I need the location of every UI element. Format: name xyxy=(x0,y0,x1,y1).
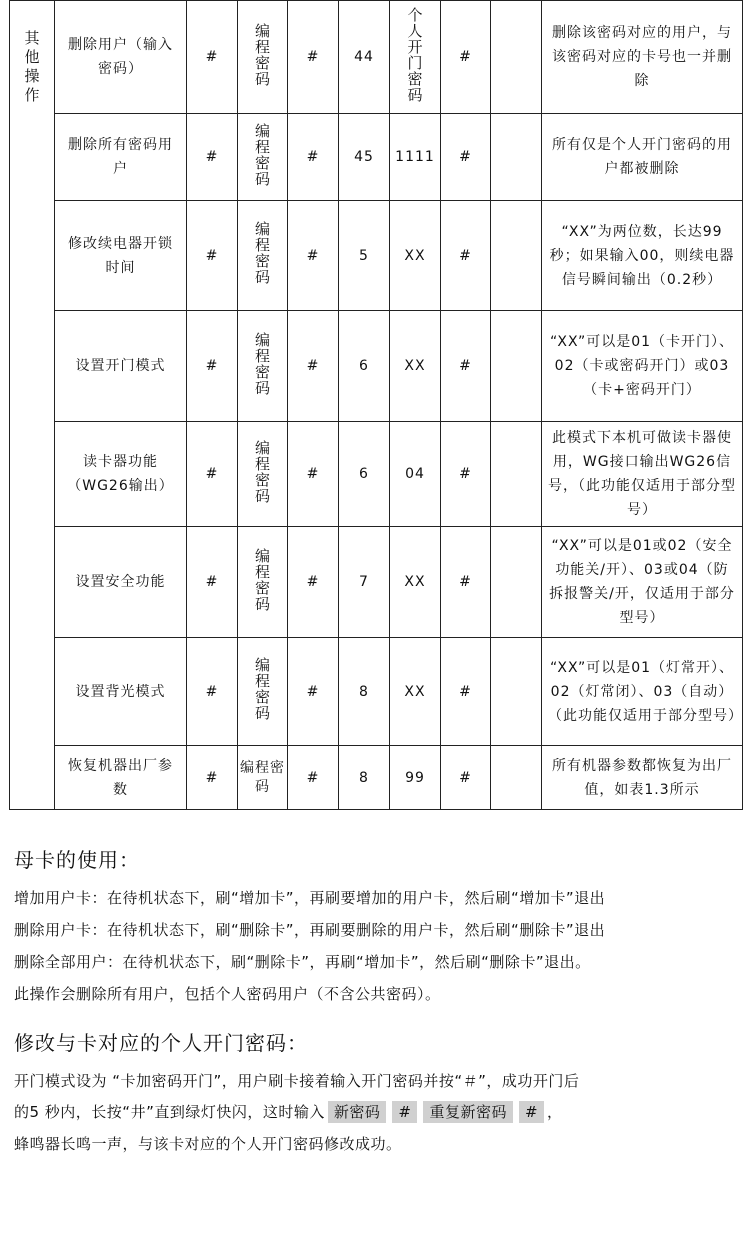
cell-hash: # xyxy=(187,527,238,638)
cell-hash: # xyxy=(441,527,491,638)
table-row xyxy=(10,746,743,810)
cell-hash: # xyxy=(288,746,339,810)
modify-pin-title: 修改与卡对应的个人开门密码： xyxy=(14,1031,308,1055)
cell-hash: # xyxy=(187,201,238,311)
cell-command-code: 8 xyxy=(339,638,390,746)
cell-command-code: 8 xyxy=(339,746,390,810)
modify-pin-line xyxy=(14,1096,744,1128)
cell-empty xyxy=(491,527,542,638)
cell-command-code: 44 xyxy=(339,1,390,114)
cell-parameter: 1111 xyxy=(390,114,441,201)
modify-pin-line: 开门模式设为 “卡加密码开门”，用户刷卡接着输入开门密码并按“＃”，成功开门后 xyxy=(14,1072,580,1090)
cell-command-code: 45 xyxy=(339,114,390,201)
cell-empty xyxy=(491,311,542,422)
table-row xyxy=(10,527,743,638)
cell-hash: # xyxy=(187,638,238,746)
cell-hash: # xyxy=(187,114,238,201)
key-new-password: 新密码 xyxy=(328,1101,387,1123)
cell-hash: # xyxy=(288,1,339,114)
operation-description: 所有仅是个人开门密码的用户都被删除 xyxy=(542,114,743,201)
cell-command-code: 6 xyxy=(339,422,390,527)
cell-hash: # xyxy=(441,311,491,422)
cell-parameter: 个人开门密码 xyxy=(390,1,441,114)
cell-hash: # xyxy=(441,638,491,746)
cell-parameter: XX xyxy=(390,201,441,311)
cell-command-code: 7 xyxy=(339,527,390,638)
cell-hash: # xyxy=(288,422,339,527)
table-row xyxy=(10,1,743,114)
table-row xyxy=(10,311,743,422)
table-row xyxy=(10,638,743,746)
operation-description: “XX”可以是01（灯常开）、02（灯常闭）、03（自动）（此功能仅适用于部分型号） xyxy=(542,638,743,746)
cell-hash: # xyxy=(441,1,491,114)
cell-empty xyxy=(491,201,542,311)
cell-hash: # xyxy=(441,746,491,810)
cell-program-code: 编程密码 xyxy=(238,422,288,527)
cell-empty xyxy=(491,422,542,527)
table-row xyxy=(10,201,743,311)
cell-hash: # xyxy=(288,201,339,311)
key-hash: # xyxy=(392,1101,417,1123)
cell-hash: # xyxy=(187,422,238,527)
cell-program-code: 编程密码 xyxy=(238,638,288,746)
mother-card-line: 此操作会删除所有用户，包括个人密码用户（不含公共密码）。 xyxy=(14,985,441,1003)
cell-empty xyxy=(491,1,542,114)
mother-card-line: 增加用户卡：在待机状态下，刷“增加卡”，再刷要增加的用户卡，然后刷“增加卡”退出 xyxy=(14,889,606,907)
operation-name: 删除所有密码用户 xyxy=(55,114,187,201)
operations-table xyxy=(9,0,743,810)
cell-parameter: XX xyxy=(390,311,441,422)
table-row xyxy=(10,114,743,201)
operation-name: 设置开门模式 xyxy=(55,311,187,422)
cell-hash: # xyxy=(288,311,339,422)
modify-pin-line-prefix: 的5 秒内，长按“井”直到绿灯快闪，这时输入 xyxy=(14,1103,325,1121)
cell-parameter: 99 xyxy=(390,746,441,810)
mother-card-line: 删除全部用户：在待机状态下，刷“删除卡”，再刷“增加卡”，然后刷“删除卡”退出。 xyxy=(14,953,591,971)
cell-hash: # xyxy=(441,422,491,527)
operation-name: 恢复机器出厂参数 xyxy=(55,746,187,810)
operation-description: 删除该密码对应的用户，与该密码对应的卡号也一并删除 xyxy=(542,1,743,114)
operation-name: 设置安全功能 xyxy=(55,527,187,638)
cell-program-code: 编程密码 xyxy=(238,201,288,311)
operation-name: 设置背光模式 xyxy=(55,638,187,746)
cell-hash: # xyxy=(187,746,238,810)
mother-card-title: 母卡的使用： xyxy=(14,848,140,872)
cell-hash: # xyxy=(288,527,339,638)
cell-hash: # xyxy=(187,311,238,422)
key-hash: # xyxy=(519,1101,544,1123)
table-row xyxy=(10,422,743,527)
cell-program-code: 编程密码 xyxy=(238,114,288,201)
cell-program-code: 编程密码 xyxy=(238,311,288,422)
operation-name: 读卡器功能（WG26输出） xyxy=(55,422,187,527)
cell-parameter: XX xyxy=(390,527,441,638)
cell-hash: # xyxy=(288,114,339,201)
category-label: 其他操作 xyxy=(24,29,41,104)
cell-program-code: 编程密码 xyxy=(238,1,288,114)
operation-description: “XX”可以是01（卡开门）、02（卡或密码开门）或03（卡+密码开门） xyxy=(542,311,743,422)
category-cell xyxy=(10,1,55,810)
cell-program-code: 编程密码 xyxy=(238,746,288,810)
cell-command-code: 5 xyxy=(339,201,390,311)
cell-hash: # xyxy=(441,201,491,311)
key-repeat-password: 重复新密码 xyxy=(423,1101,513,1123)
operation-description: “XX”可以是01或02（安全功能关/开）、03或04（防拆报警关/开，仅适用于部分型号） xyxy=(542,527,743,638)
cell-hash: # xyxy=(187,1,238,114)
operation-name: 修改续电器开锁时间 xyxy=(55,201,187,311)
cell-empty xyxy=(491,114,542,201)
operation-name: 删除用户（输入密码） xyxy=(55,1,187,114)
cell-empty xyxy=(491,638,542,746)
operation-description: 所有机器参数都恢复为出厂值，如表1.3所示 xyxy=(542,746,743,810)
cell-hash: # xyxy=(288,638,339,746)
operation-description: 此模式下本机可做读卡器使用，WG接口输出WG26信号，（此功能仅适用于部分型号） xyxy=(542,422,743,527)
modify-pin-line: 蜂鸣器长鸣一声，与该卡对应的个人开门密码修改成功。 xyxy=(14,1135,402,1153)
cell-program-code: 编程密码 xyxy=(238,527,288,638)
cell-parameter: XX xyxy=(390,638,441,746)
cell-parameter: 04 xyxy=(390,422,441,527)
cell-hash: # xyxy=(441,114,491,201)
cell-empty xyxy=(491,746,542,810)
operation-description: “XX”为两位数，长达99秒；如果输入00，则续电器信号瞬间输出（0.2秒） xyxy=(542,201,743,311)
cell-command-code: 6 xyxy=(339,311,390,422)
mother-card-line: 删除用户卡：在待机状态下，刷“删除卡”，再刷要删除的用户卡，然后刷“删除卡”退出 xyxy=(14,921,606,939)
modify-pin-line-suffix: ， xyxy=(547,1103,563,1121)
